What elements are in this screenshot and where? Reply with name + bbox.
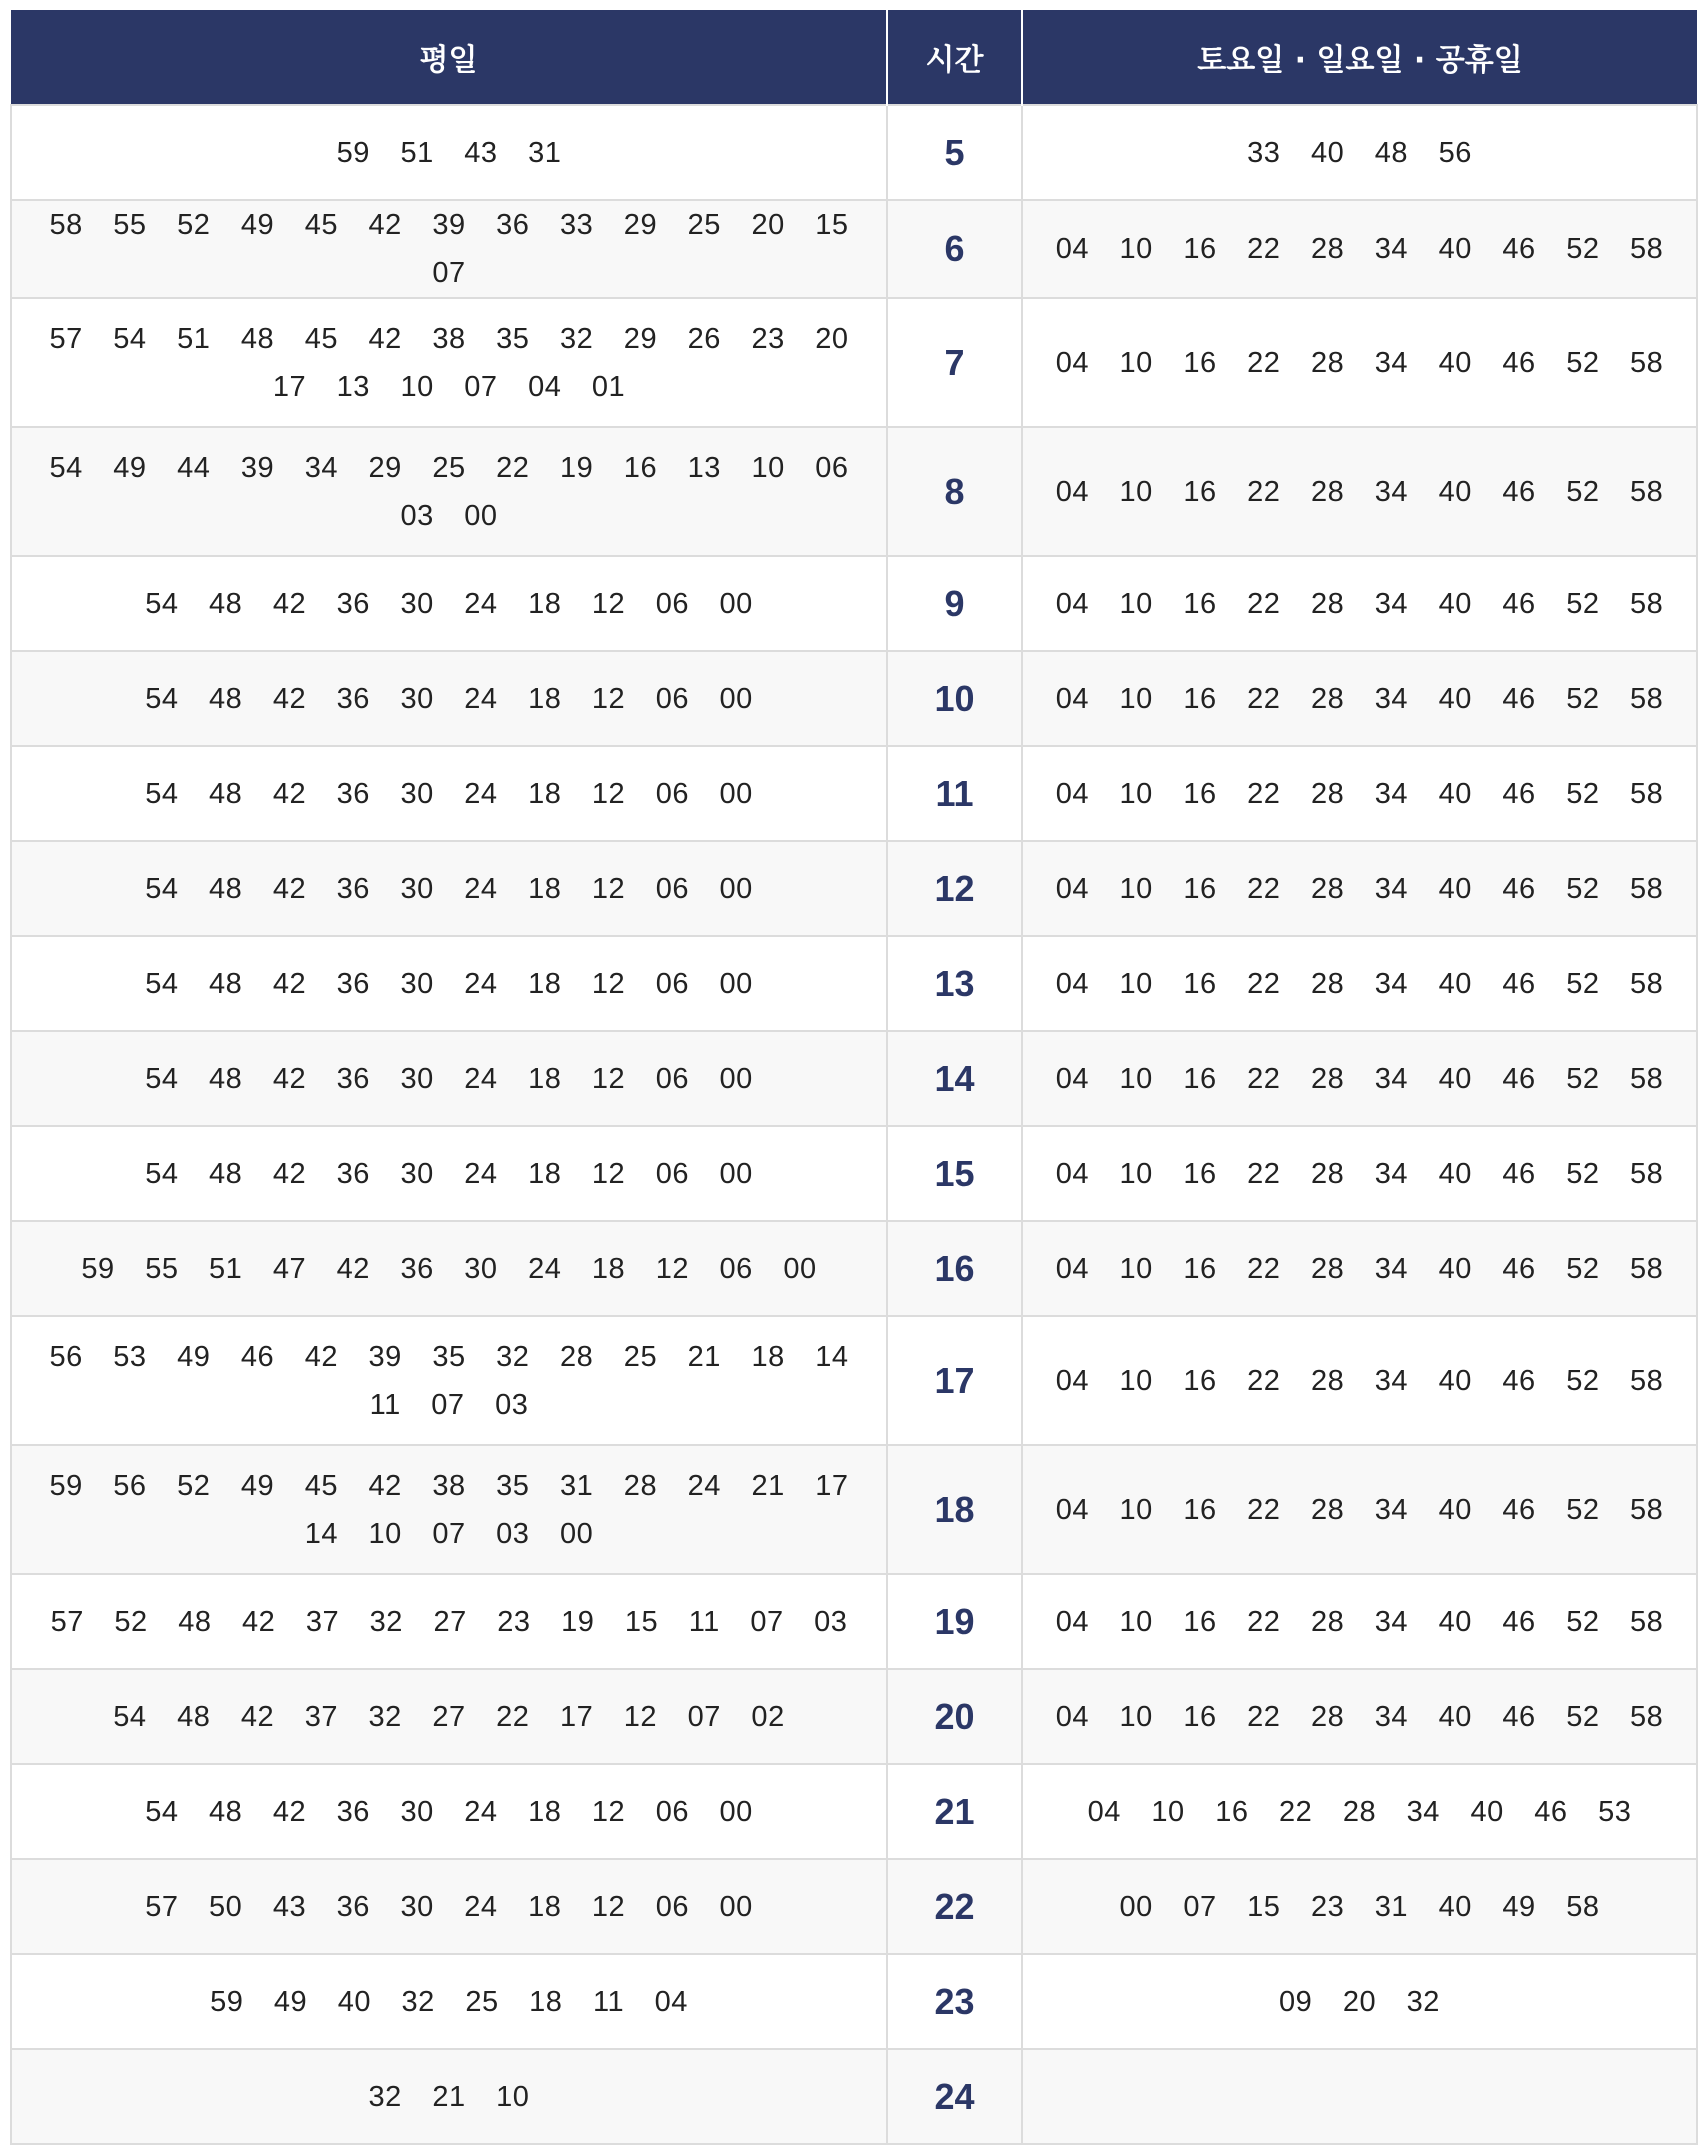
weekday-minutes: 59 55 51 47 42 36 30 24 18 12 06 00 (11, 1221, 887, 1316)
weekday-minutes: 59 49 40 32 25 18 11 04 (11, 1954, 887, 2049)
table-row (11, 2049, 1697, 2144)
header-weekday: 평일 (11, 10, 887, 105)
hour-cell: 18 (887, 1445, 1022, 1574)
table-row (11, 556, 1697, 651)
weekday-minutes: 54 48 42 36 30 24 18 12 06 00 (11, 841, 887, 936)
hour-cell: 12 (887, 841, 1022, 936)
table-row (11, 1221, 1697, 1316)
hour-cell: 9 (887, 556, 1022, 651)
header-hour: 시간 (887, 10, 1022, 105)
weekday-minutes: 54 48 42 36 30 24 18 12 06 00 (11, 1126, 887, 1221)
weekend-minutes: 04 10 16 22 28 34 40 46 52 58 (1022, 298, 1697, 427)
weekend-minutes: 04 10 16 22 28 34 40 46 52 58 (1022, 1669, 1697, 1764)
weekday-minutes: 57 52 48 42 37 32 27 23 19 15 11 07 03 (11, 1574, 887, 1669)
weekday-minutes: 54 48 42 36 30 24 18 12 06 00 (11, 651, 887, 746)
weekday-minutes: 59 56 52 49 45 42 38 35 31 28 24 21 17 14 10 07 03 00 (11, 1445, 887, 1574)
weekday-minutes: 54 48 42 37 32 27 22 17 12 07 02 (11, 1669, 887, 1764)
hour-cell: 5 (887, 105, 1022, 200)
weekend-minutes: 04 10 16 22 28 34 40 46 52 58 (1022, 556, 1697, 651)
table-row (11, 1574, 1697, 1669)
table-row (11, 1445, 1697, 1574)
timetable (10, 10, 1698, 2145)
hour-cell: 8 (887, 427, 1022, 556)
weekday-minutes: 54 48 42 36 30 24 18 12 06 00 (11, 936, 887, 1031)
hour-cell: 6 (887, 200, 1022, 298)
table-row (11, 427, 1697, 556)
weekday-minutes: 56 53 49 46 42 39 35 32 28 25 21 18 14 11 07 03 (11, 1316, 887, 1445)
weekday-minutes: 54 48 42 36 30 24 18 12 06 00 (11, 746, 887, 841)
weekend-minutes: 04 10 16 22 28 34 40 46 52 58 (1022, 1126, 1697, 1221)
weekend-minutes: 04 10 16 22 28 34 40 46 53 (1022, 1764, 1697, 1859)
hour-cell: 11 (887, 746, 1022, 841)
hour-cell: 24 (887, 2049, 1022, 2144)
table-row (11, 841, 1697, 936)
weekday-minutes: 54 49 44 39 34 29 25 22 19 16 13 10 06 03 00 (11, 427, 887, 556)
weekend-minutes: 04 10 16 22 28 34 40 46 52 58 (1022, 1316, 1697, 1445)
weekend-minutes: 00 07 15 23 31 40 49 58 (1022, 1859, 1697, 1954)
table-row (11, 1764, 1697, 1859)
hour-cell: 15 (887, 1126, 1022, 1221)
hour-cell: 14 (887, 1031, 1022, 1126)
weekend-minutes: 04 10 16 22 28 34 40 46 52 58 (1022, 1221, 1697, 1316)
table-row (11, 746, 1697, 841)
table-row (11, 1126, 1697, 1221)
table-row (11, 200, 1697, 298)
weekend-minutes: 04 10 16 22 28 34 40 46 52 58 (1022, 200, 1697, 298)
hour-cell: 20 (887, 1669, 1022, 1764)
hour-cell: 22 (887, 1859, 1022, 1954)
weekend-minutes: 04 10 16 22 28 34 40 46 52 58 (1022, 1574, 1697, 1669)
weekend-minutes: 04 10 16 22 28 34 40 46 52 58 (1022, 936, 1697, 1031)
table-row (11, 1954, 1697, 2049)
hour-cell: 16 (887, 1221, 1022, 1316)
table-row (11, 105, 1697, 200)
table-row (11, 936, 1697, 1031)
weekend-minutes: 09 20 32 (1022, 1954, 1697, 2049)
weekend-minutes: 04 10 16 22 28 34 40 46 52 58 (1022, 841, 1697, 936)
hour-cell: 19 (887, 1574, 1022, 1669)
table-row (11, 298, 1697, 427)
table-row (11, 1316, 1697, 1445)
weekend-minutes: 04 10 16 22 28 34 40 46 52 58 (1022, 427, 1697, 556)
weekday-minutes: 54 48 42 36 30 24 18 12 06 00 (11, 1764, 887, 1859)
table-row (11, 651, 1697, 746)
timetable-header (11, 10, 1697, 105)
table-row (11, 1859, 1697, 1954)
weekday-minutes: 58 55 52 49 45 42 39 36 33 29 25 20 15 07 (11, 200, 887, 298)
timetable-body (11, 105, 1697, 2144)
weekend-minutes: 04 10 16 22 28 34 40 46 52 58 (1022, 651, 1697, 746)
weekend-minutes: 04 10 16 22 28 34 40 46 52 58 (1022, 746, 1697, 841)
hour-cell: 10 (887, 651, 1022, 746)
weekday-minutes: 57 50 43 36 30 24 18 12 06 00 (11, 1859, 887, 1954)
weekday-minutes: 59 51 43 31 (11, 105, 887, 200)
header-weekend: 토요일 · 일요일 · 공휴일 (1022, 10, 1697, 105)
hour-cell: 21 (887, 1764, 1022, 1859)
weekend-minutes: 33 40 48 56 (1022, 105, 1697, 200)
hour-cell: 7 (887, 298, 1022, 427)
weekday-minutes: 54 48 42 36 30 24 18 12 06 00 (11, 1031, 887, 1126)
weekday-minutes: 57 54 51 48 45 42 38 35 32 29 26 23 20 17 13 10 07 04 01 (11, 298, 887, 427)
weekend-minutes: 04 10 16 22 28 34 40 46 52 58 (1022, 1031, 1697, 1126)
hour-cell: 13 (887, 936, 1022, 1031)
timetable-container (10, 10, 1696, 2145)
weekday-minutes: 32 21 10 (11, 2049, 887, 2144)
weekend-minutes: 04 10 16 22 28 34 40 46 52 58 (1022, 1445, 1697, 1574)
weekday-minutes: 54 48 42 36 30 24 18 12 06 00 (11, 556, 887, 651)
table-row (11, 1669, 1697, 1764)
table-row (11, 1031, 1697, 1126)
hour-cell: 23 (887, 1954, 1022, 2049)
weekend-minutes (1022, 2049, 1697, 2144)
hour-cell: 17 (887, 1316, 1022, 1445)
